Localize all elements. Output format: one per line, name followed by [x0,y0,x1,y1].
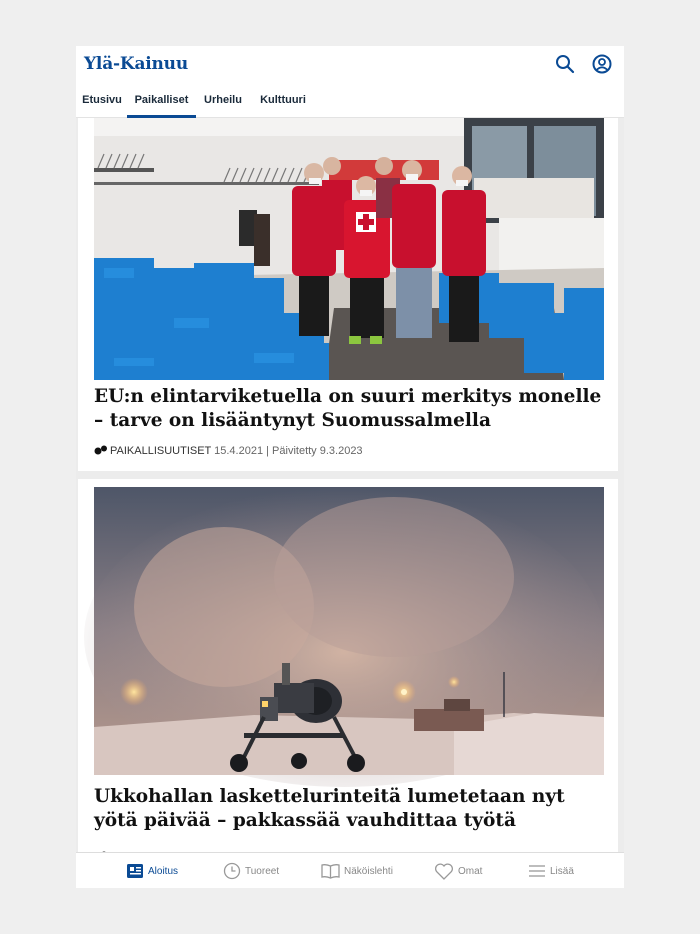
nav-lisaa[interactable] [528,853,574,889]
newspaper-icon [126,863,144,879]
article-card[interactable] [78,113,618,471]
section-icon [94,445,108,455]
article-feed[interactable] [76,118,624,852]
article-image[interactable] [94,118,604,380]
header [76,46,624,118]
menu-icon [528,864,546,878]
article-card[interactable] [78,479,618,859]
article-date: 15.4.2021 | Päivitetty 9.3.2023 [214,445,363,457]
tab-paikalliset[interactable]: Paikalliset [127,86,196,118]
nav-nakoislehti[interactable] [321,853,393,889]
user-circle-icon[interactable] [591,53,613,75]
app-window [76,46,624,888]
nav-label: Lisää [550,865,574,877]
nav-aloitus[interactable] [126,853,178,889]
article-headline[interactable]: Ukkohallan laskettelurinteitä lumetetaan nyt yötä päivää – pakkassää vauhdittaa työtä [94,786,565,831]
section-tabs [76,86,624,118]
search-icon[interactable] [554,53,576,75]
tab-urheilu[interactable]: Urheilu [204,94,242,106]
article-meta [94,445,363,457]
bottom-navigation [76,852,624,888]
section-label[interactable]: PAIKALLISUUTISET [110,445,212,457]
article-image[interactable] [94,487,604,775]
nav-label: Näköislehti [344,865,393,877]
tab-kulttuuri[interactable]: Kulttuuri [260,94,306,106]
book-icon [321,863,340,879]
article-headline[interactable]: EU:n elintarviketuella on suuri merkitys monelle – tarve on lisääntynyt Suomussalmella [94,386,602,431]
clock-icon [223,862,241,880]
site-logo[interactable]: Ylä-Kainuu [84,54,188,74]
nav-label: Tuoreet [245,865,280,877]
tab-etusivu[interactable]: Etusivu [82,94,122,106]
nav-label: Omat [458,865,483,877]
nav-omat[interactable] [434,853,482,889]
nav-label: Aloitus [148,865,179,877]
heart-icon [434,863,454,880]
nav-tuoreet[interactable] [223,853,279,889]
